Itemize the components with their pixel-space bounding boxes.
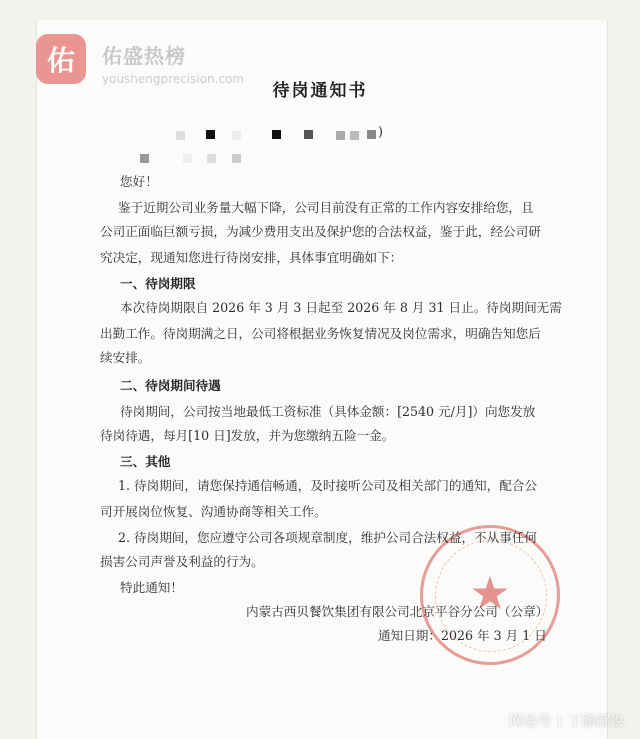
section2-heading: 二、待岗期间待遇 (120, 378, 221, 393)
watermark-logo-char: 佑 (46, 44, 75, 77)
notice-date: 通知日期：2026 年 3 月 1 日 (378, 628, 547, 643)
footer-platform: 网易号 (509, 714, 552, 730)
footer-brand (509, 711, 624, 731)
section3-line: 1. 待岗期间，请您保持通信畅通，及时接听公司及相关部门的通知，配合公 (118, 478, 538, 493)
section1-heading: 一、待岗期限 (120, 276, 196, 291)
watermark-name: 佑盛热榜 (102, 44, 186, 68)
document-title: 待岗通知书 (272, 81, 368, 101)
footer-author: 丁腆解说 (568, 714, 624, 730)
footer-separator: | (557, 714, 562, 730)
intro-line: 公司正面临巨额亏损，为减少费用支出及保护您的合法权益，鉴于此，经公司研 (100, 224, 541, 239)
intro-line: 鉴于近期公司业务量大幅下降，公司目前没有正常的工作内容安排给您，且 (118, 200, 534, 215)
company-seal (420, 525, 560, 665)
intro-line: 究决定，现通知您进行待岗安排，具体事宜明确如下： (100, 250, 403, 265)
section1-line: 本次待岗期限自 2026 年 3 月 3 日起至 2026 年 8 月 31 日止。待岗期间无需 (120, 300, 562, 315)
section3-line: 司开展岗位恢复、沟通协商等相关工作。 (100, 504, 327, 519)
watermark-url: youshengprecision.com (102, 72, 245, 86)
section3-line: 2. 待岗期间，您应遵守公司各项规章制度，维护公司合法权益，不从事任何 (118, 530, 538, 545)
company-name: 内蒙古西贝餐饮集团有限公司北京平谷分公司（公章） (246, 604, 549, 619)
closing: 特此通知！ (120, 580, 183, 595)
section2-line: 待岗期间，公司按当地最低工资标准（具体金额：[2540 元/月]）向您发放 (120, 404, 536, 419)
star-icon: ★ (469, 566, 511, 620)
section3-line: 损害公司声誉及利益的行为。 (100, 554, 264, 569)
addressee-suffix: ) (378, 124, 383, 139)
section3-heading: 三、其他 (120, 454, 171, 469)
section1-line: 续安排。 (100, 350, 151, 365)
greeting: 您好！ (120, 174, 158, 189)
section2-line: 待岗待遇，每月[10 日]发放，并为您缴纳五险一金。 (100, 428, 395, 443)
section1-line: 出勤工作。待岗期满之日，公司将根据业务恢复情况及岗位需求，明确告知您后 (100, 326, 541, 341)
